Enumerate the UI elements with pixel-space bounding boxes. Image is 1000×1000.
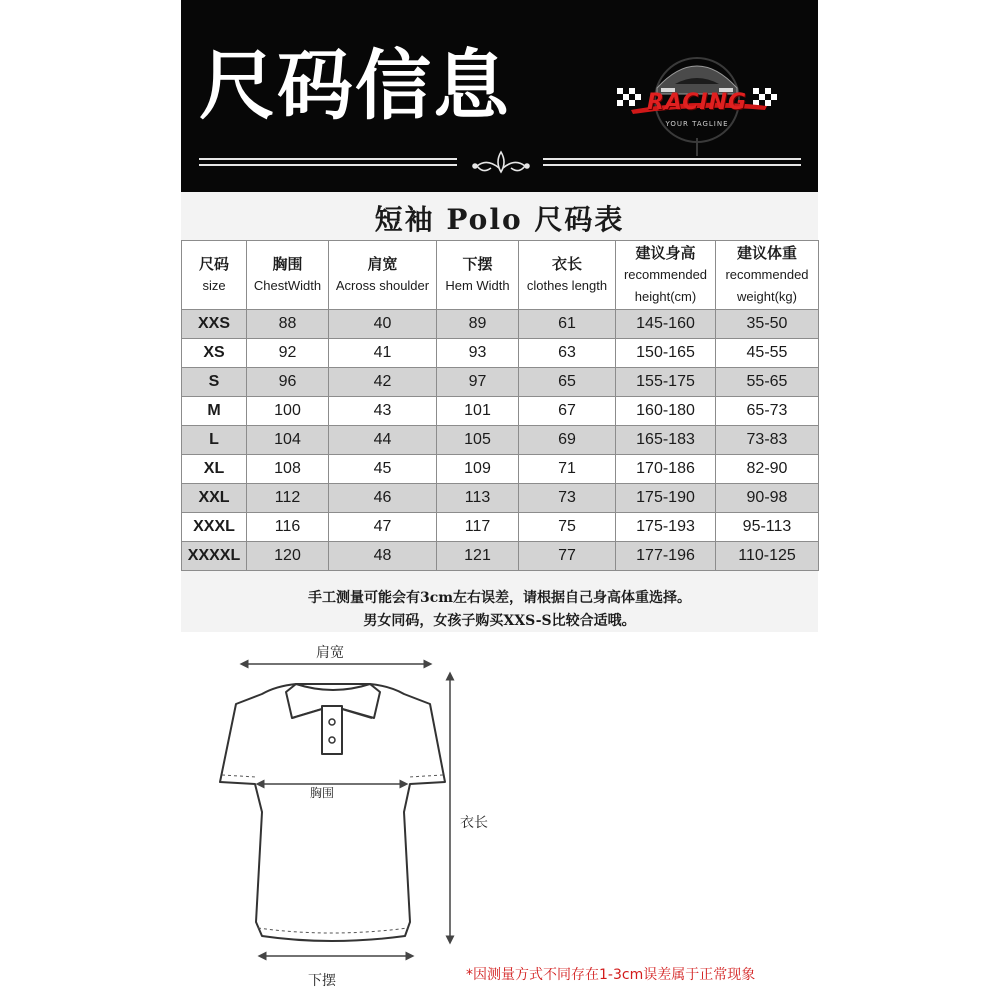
value-cell: 41 bbox=[329, 339, 437, 368]
value-cell: 108 bbox=[247, 455, 329, 484]
value-cell: 175-190 bbox=[616, 484, 716, 513]
value-cell: 101 bbox=[437, 397, 519, 426]
value-cell: 55-65 bbox=[716, 368, 819, 397]
value-cell: 69 bbox=[519, 426, 616, 455]
shoulder-label: 肩宽 bbox=[316, 645, 344, 661]
size-cell: XXXL bbox=[182, 513, 247, 542]
value-cell: 165-183 bbox=[616, 426, 716, 455]
value-cell: 88 bbox=[247, 310, 329, 339]
value-cell: 145-160 bbox=[616, 310, 716, 339]
value-cell: 48 bbox=[329, 542, 437, 571]
value-cell: 73 bbox=[519, 484, 616, 513]
logo-wordmark: RACING bbox=[646, 90, 748, 115]
hem-label: 下摆 bbox=[308, 973, 336, 989]
value-cell: 45 bbox=[329, 455, 437, 484]
value-cell: 120 bbox=[247, 542, 329, 571]
value-cell: 73-83 bbox=[716, 426, 819, 455]
column-header: 肩宽 Across shoulder bbox=[329, 241, 437, 310]
column-header: 建议体重 recommended weight(kg) bbox=[716, 241, 819, 310]
value-cell: 46 bbox=[329, 484, 437, 513]
table-row bbox=[182, 542, 819, 571]
value-cell: 63 bbox=[519, 339, 616, 368]
value-cell: 121 bbox=[437, 542, 519, 571]
table-row bbox=[182, 426, 819, 455]
value-cell: 175-193 bbox=[616, 513, 716, 542]
table-title: 短袖 Polo 尺码表 bbox=[374, 203, 625, 236]
polo-shirt-icon bbox=[0, 632, 1000, 1000]
table-row bbox=[182, 339, 819, 368]
value-cell: 40 bbox=[329, 310, 437, 339]
value-cell: 35-50 bbox=[716, 310, 819, 339]
column-header: 建议身高 recommended height(cm) bbox=[616, 241, 716, 310]
chest-label: 胸围 bbox=[310, 786, 335, 800]
measurement-diagram bbox=[0, 632, 1000, 1000]
value-cell: 93 bbox=[437, 339, 519, 368]
value-cell: 155-175 bbox=[616, 368, 716, 397]
value-cell: 90-98 bbox=[716, 484, 819, 513]
value-cell: 96 bbox=[247, 368, 329, 397]
size-cell: L bbox=[182, 426, 247, 455]
value-cell: 75 bbox=[519, 513, 616, 542]
value-cell: 95-113 bbox=[716, 513, 819, 542]
size-cell: XS bbox=[182, 339, 247, 368]
value-cell: 170-186 bbox=[616, 455, 716, 484]
value-cell: 77 bbox=[519, 542, 616, 571]
size-cell: XL bbox=[182, 455, 247, 484]
value-cell: 109 bbox=[437, 455, 519, 484]
value-cell: 45-55 bbox=[716, 339, 819, 368]
racing-logo bbox=[617, 48, 777, 160]
value-cell: 97 bbox=[437, 368, 519, 397]
header-divider-right bbox=[543, 158, 801, 168]
table-header-row bbox=[182, 241, 819, 310]
size-cell: XXXXL bbox=[182, 542, 247, 571]
size-chart-panel bbox=[181, 192, 818, 632]
value-cell: 160-180 bbox=[616, 397, 716, 426]
logo-tagline: YOUR TAGLINE bbox=[665, 120, 729, 128]
value-cell: 89 bbox=[437, 310, 519, 339]
size-table bbox=[181, 240, 819, 571]
value-cell: 92 bbox=[247, 339, 329, 368]
table-row bbox=[182, 397, 819, 426]
value-cell: 67 bbox=[519, 397, 616, 426]
column-header: 衣长 clothes length bbox=[519, 241, 616, 310]
column-header: 尺码 size bbox=[182, 241, 247, 310]
value-cell: 113 bbox=[437, 484, 519, 513]
value-cell: 104 bbox=[247, 426, 329, 455]
length-label: 衣长 bbox=[460, 815, 488, 831]
value-cell: 82-90 bbox=[716, 455, 819, 484]
value-cell: 116 bbox=[247, 513, 329, 542]
value-cell: 61 bbox=[519, 310, 616, 339]
value-cell: 42 bbox=[329, 368, 437, 397]
value-cell: 112 bbox=[247, 484, 329, 513]
size-cell: S bbox=[182, 368, 247, 397]
size-cell: M bbox=[182, 397, 247, 426]
table-row bbox=[182, 455, 819, 484]
value-cell: 71 bbox=[519, 455, 616, 484]
size-cell: XXS bbox=[182, 310, 247, 339]
value-cell: 150-165 bbox=[616, 339, 716, 368]
value-cell: 43 bbox=[329, 397, 437, 426]
value-cell: 110-125 bbox=[716, 542, 819, 571]
column-header: 胸围 ChestWidth bbox=[247, 241, 329, 310]
page-title: 尺码信息 bbox=[199, 41, 511, 130]
size-cell: XXL bbox=[182, 484, 247, 513]
table-row bbox=[182, 368, 819, 397]
table-body bbox=[182, 310, 819, 571]
header-divider-left bbox=[199, 158, 457, 168]
table-row bbox=[182, 513, 819, 542]
measurement-note: 手工测量可能会有3cm左右误差，请根据自己身高体重选择。 bbox=[307, 590, 692, 606]
value-cell: 47 bbox=[329, 513, 437, 542]
value-cell: 65-73 bbox=[716, 397, 819, 426]
value-cell: 117 bbox=[437, 513, 519, 542]
header-banner bbox=[181, 0, 818, 192]
value-cell: 177-196 bbox=[616, 542, 716, 571]
value-cell: 65 bbox=[519, 368, 616, 397]
ornament-icon bbox=[469, 148, 533, 178]
value-cell: 44 bbox=[329, 426, 437, 455]
column-header: 下摆 Hem Width bbox=[437, 241, 519, 310]
footnote: *因测量方式不同存在1-3cm误差属于正常现象 bbox=[466, 967, 756, 983]
table-row bbox=[182, 310, 819, 339]
value-cell: 100 bbox=[247, 397, 329, 426]
unisex-note: 男女同码，女孩子购买XXS-S比较合适哦。 bbox=[363, 613, 636, 629]
table-row bbox=[182, 484, 819, 513]
value-cell: 105 bbox=[437, 426, 519, 455]
